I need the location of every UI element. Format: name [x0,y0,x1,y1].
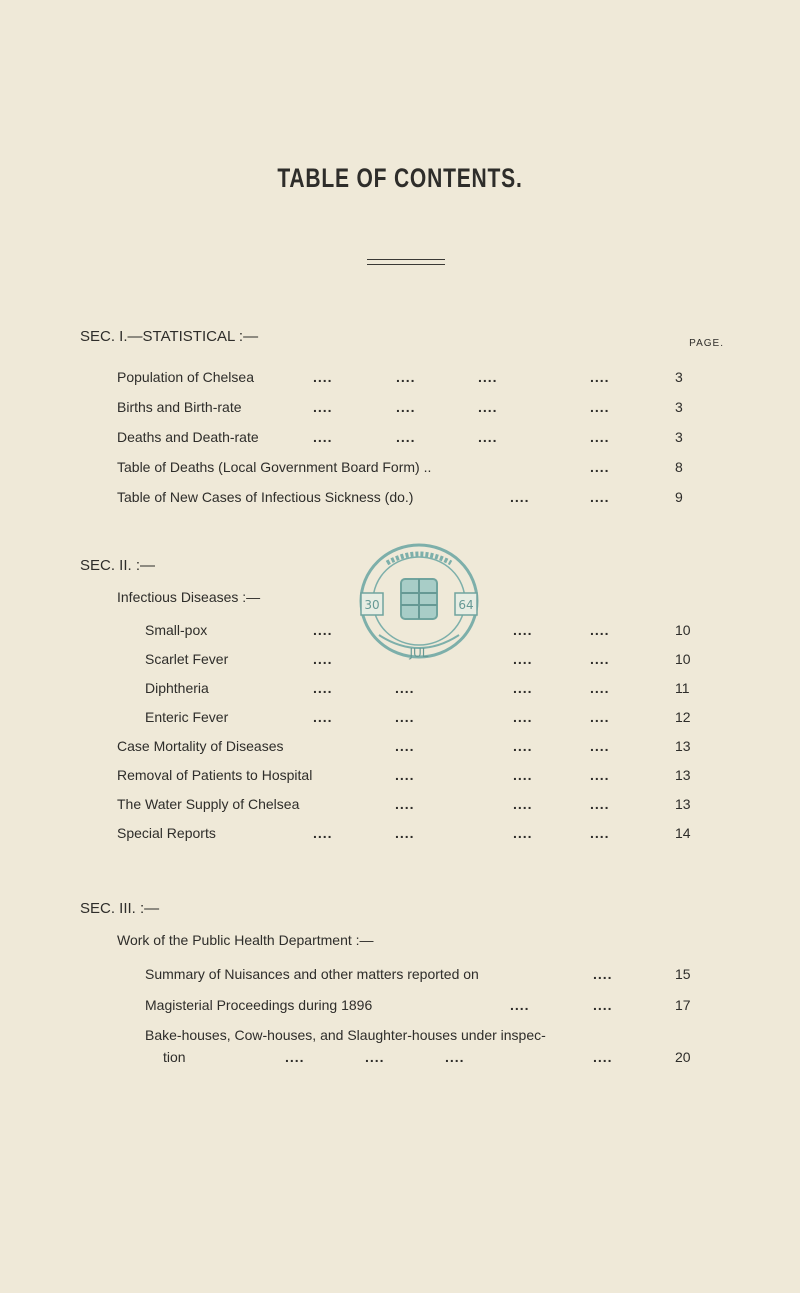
page-column-label: PAGE. [689,338,724,349]
entry-label: Scarlet Fever [145,651,229,667]
dot-leader: .... [513,651,533,667]
dot-leader: .... [396,429,416,445]
dot-leader: .... [510,997,530,1013]
entry-label: Births and Birth-rate [117,399,242,415]
dot-leader: .... [395,709,415,725]
dot-leader: .... [590,738,610,754]
dot-leader: .... [590,680,610,696]
dot-leader: .... [396,369,416,385]
toc-entry [117,429,717,449]
dot-leader: .... [313,429,333,445]
entry-page-number: 14 [675,825,691,841]
stamp-left-number: 30 [364,598,380,612]
entry-page-number: 13 [675,796,691,812]
dot-leader: .... [365,1049,385,1065]
entry-label: Diphtheria [145,680,209,696]
stamp-right-number: 64 [458,598,474,612]
entry-page-number: 10 [675,651,691,667]
dot-leader: .... [313,399,333,415]
dot-leader: .... [590,429,610,445]
dot-leader: .... [593,1049,613,1065]
entry-label: The Water Supply of Chelsea [117,796,300,812]
toc-entry [117,369,717,389]
dot-leader: .... [590,459,610,475]
toc-entry [117,796,707,816]
page-title: TABLE OF CONTENTS. [277,163,523,193]
dot-leader: .... [395,796,415,812]
dot-leader: .... [590,399,610,415]
dot-leader: .... [513,796,533,812]
entry-page-number: 13 [675,738,691,754]
section-3-subheading: Work of the Public Health Department :— [117,932,374,948]
entry-page-number: 11 [675,680,690,696]
dot-leader: .... [313,825,333,841]
entry-label: Bake-houses, Cow-houses, and Slaughter-houses under inspec- [145,1027,546,1043]
toc-entry [117,399,717,419]
toc-entry [145,622,705,642]
dot-leader: .... [513,767,533,783]
entry-page-number: 3 [675,399,683,415]
dot-leader: .... [590,622,610,638]
toc-entry [117,767,707,787]
toc-entry [145,709,705,729]
dot-leader: .... [395,738,415,754]
entry-page-number: 17 [675,997,691,1013]
entry-label: Summary of Nuisances and other matters reported on [145,966,479,982]
dot-leader: .... [478,399,498,415]
entry-label: Magisterial Proceedings during 1896 [145,997,373,1013]
toc-entry-line [145,1027,705,1047]
entry-label: Special Reports [117,825,216,841]
dot-leader: .... [590,369,610,385]
entry-page-number: 20 [675,1049,691,1065]
dot-leader: .... [313,622,333,638]
dot-leader: .... [513,680,533,696]
dot-leader: .... [395,680,415,696]
title-rule-upper [367,259,445,260]
toc-entry [117,738,707,758]
toc-entry [145,997,705,1017]
dot-leader: .... [590,651,610,667]
dot-leader: .... [513,622,533,638]
dot-leader: .... [593,966,613,982]
dot-leader: .... [590,767,610,783]
entry-label: Removal of Patients to Hospital [117,767,313,783]
toc-entry [145,966,705,986]
entry-label: Table of New Cases of Infectious Sickness (do.) [117,489,414,505]
dot-leader: .... [396,399,416,415]
dot-leader: .... [445,1049,465,1065]
dot-leader: .... [285,1049,305,1065]
dot-leader: .... [590,825,610,841]
dot-leader: .... [590,489,610,505]
entry-page-number: 9 [675,489,683,505]
entry-label: Small-pox [145,622,208,638]
title-rule-lower [367,264,445,265]
dot-leader: .... [513,709,533,725]
entry-label: Population of Chelsea [117,369,254,385]
library-stamp-icon [357,543,481,667]
dot-leader: .... [313,709,333,725]
dot-leader: .... [313,369,333,385]
entry-page-number: 13 [675,767,691,783]
entry-page-number: 3 [675,429,683,445]
dot-leader: .... [395,767,415,783]
entry-label: Deaths and Death-rate [117,429,259,445]
section-2-subheading: Infectious Diseases :— [117,589,261,605]
entry-label: Table of Deaths (Local Government Board Form) .. [117,459,432,475]
dot-leader: .... [313,680,333,696]
dot-leader: .... [478,429,498,445]
toc-entry [145,1049,705,1069]
toc-entry [117,489,717,509]
stamp-month: JUL [409,646,429,660]
entry-page-number: 8 [675,459,683,475]
dot-leader: .... [590,709,610,725]
dot-leader: .... [593,997,613,1013]
section-2-heading: SEC. II. :— [80,557,156,574]
entry-label: Enteric Fever [145,709,229,725]
entry-page-number: 12 [675,709,691,725]
entry-label: Case Mortality of Diseases [117,738,284,754]
toc-entry [145,680,705,700]
dot-leader: .... [513,825,533,841]
toc-entry [117,459,717,479]
toc-entry [145,651,705,671]
dot-leader: .... [478,369,498,385]
toc-entry [117,825,707,845]
dot-leader: .... [395,825,415,841]
dot-leader: .... [590,796,610,812]
entry-page-number: 3 [675,369,683,385]
entry-page-number: 15 [675,966,691,982]
entry-page-number: 10 [675,622,691,638]
section-3-heading: SEC. III. :— [80,900,160,917]
dot-leader: .... [510,489,530,505]
entry-label: tion [163,1049,186,1065]
section-1-heading: SEC. I.—STATISTICAL :— [80,328,259,345]
dot-leader: .... [313,651,333,667]
dot-leader: .... [513,738,533,754]
